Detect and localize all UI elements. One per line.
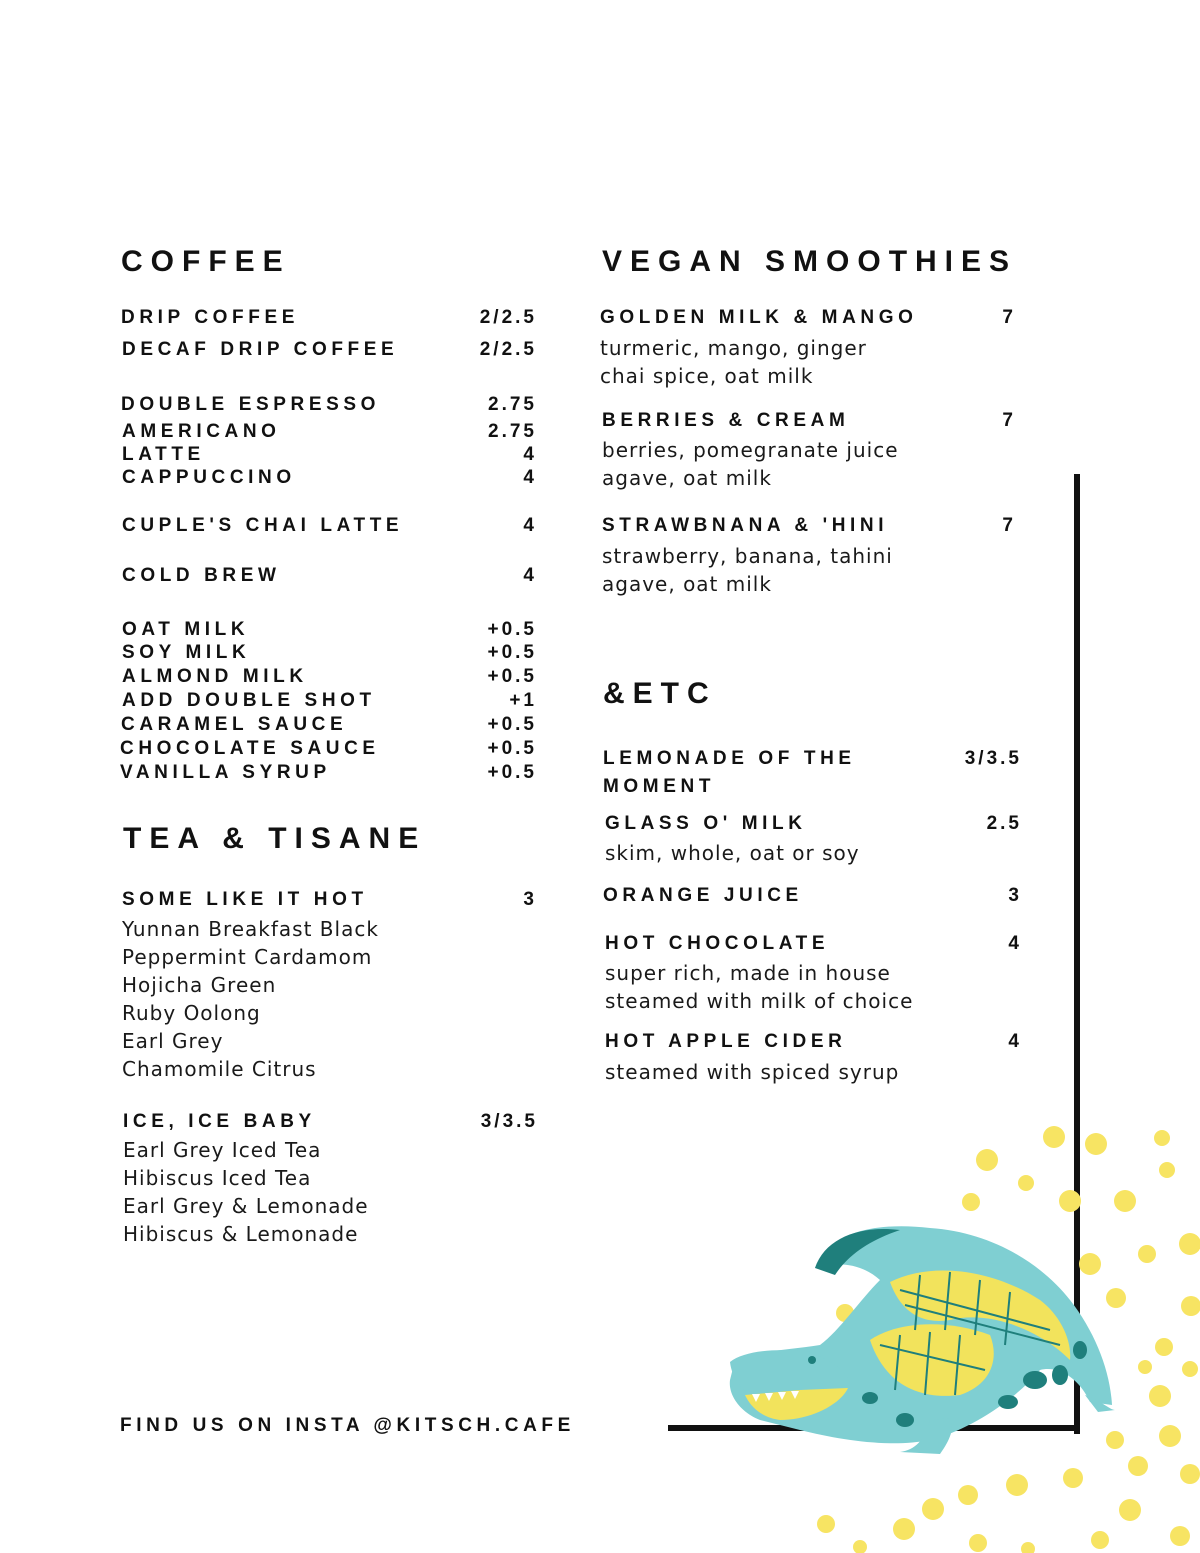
crocodile-illustration xyxy=(660,1110,1200,1553)
tea-line: Yunnan Breakfast Black xyxy=(122,917,379,941)
tea-line: Peppermint Cardamom xyxy=(122,945,373,969)
desc-line: strawberry, banana, tahini xyxy=(602,544,893,568)
menu-item-price: 3 xyxy=(1008,885,1022,906)
smoothie-desc xyxy=(602,436,899,492)
menu-item-name: ORANGE JUICE xyxy=(603,885,803,906)
menu-item-price: +0.5 xyxy=(487,619,537,640)
menu-item-name: SOME LIKE IT HOT xyxy=(122,889,368,910)
menu-item-name: HOT APPLE CIDER xyxy=(605,1031,847,1052)
menu-item-price: 4 xyxy=(523,444,537,465)
menu-item-price: 7 xyxy=(1002,410,1016,431)
menu-item-price: +1 xyxy=(509,690,537,711)
etc-desc: skim, whole, oat or soy xyxy=(605,841,860,865)
menu-item-price: 3/3.5 xyxy=(964,748,1022,769)
menu-item-price: +0.5 xyxy=(487,762,537,783)
etc-heading: &ETC xyxy=(603,677,717,710)
menu-item-name: ADD DOUBLE SHOT xyxy=(122,690,376,711)
menu-item-price: +0.5 xyxy=(487,738,537,759)
smoothie-desc xyxy=(602,542,893,598)
menu-item-price: 3 xyxy=(523,889,537,910)
menu-item-price: +0.5 xyxy=(487,666,537,687)
menu-item-price: 4 xyxy=(1008,1031,1022,1052)
menu-item-price: 2.75 xyxy=(488,421,537,442)
menu-item-price: 4 xyxy=(523,565,537,586)
desc-line: turmeric, mango, ginger xyxy=(600,336,867,360)
menu-item-price: +0.5 xyxy=(487,714,537,735)
menu-item-name: CUPLE'S CHAI LATTE xyxy=(122,515,404,536)
tea-line: Chamomile Citrus xyxy=(122,1057,317,1081)
smoothie-desc xyxy=(600,334,867,390)
desc-line: chai spice, oat milk xyxy=(600,364,814,388)
menu-item-price: 2.75 xyxy=(488,394,537,415)
menu-item-price: 4 xyxy=(523,515,537,536)
menu-item-name: STRAWBNANA & 'HINI xyxy=(602,515,889,536)
tea-iced-list xyxy=(123,1136,369,1248)
menu-item-name: LATTE xyxy=(122,444,205,465)
menu-item-price: 4 xyxy=(1008,933,1022,954)
menu-item-price: +0.5 xyxy=(487,642,537,663)
menu-item-price: 7 xyxy=(1002,307,1016,328)
menu-item-name: BERRIES & CREAM xyxy=(602,410,850,431)
menu-item-price: 2/2.5 xyxy=(479,307,537,328)
menu-item-name: CAPPUCCINO xyxy=(122,467,296,488)
menu-item-price: 4 xyxy=(523,467,537,488)
menu-item-price: 2/2.5 xyxy=(479,339,537,360)
menu-item-name: COLD BREW xyxy=(122,565,281,586)
tea-line: Hibiscus & Lemonade xyxy=(123,1222,359,1246)
menu-item-name: AMERICANO xyxy=(122,421,281,442)
tea-hot-list xyxy=(122,915,379,1083)
tea-line: Ruby Oolong xyxy=(122,1001,261,1025)
menu-item-name: HOT CHOCOLATE xyxy=(605,933,830,954)
desc-line: super rich, made in house xyxy=(605,961,891,985)
menu-item-name: GOLDEN MILK & MANGO xyxy=(600,307,918,328)
menu-item-price: 2.5 xyxy=(986,813,1022,834)
desc-line: agave, oat milk xyxy=(602,466,772,490)
tea-heading: TEA & TISANE xyxy=(123,822,427,855)
smoothies-heading: VEGAN SMOOTHIES xyxy=(602,245,1018,278)
etc-desc xyxy=(605,959,913,1015)
desc-line: berries, pomegranate juice xyxy=(602,438,899,462)
menu-item-name: ICE, ICE BABY xyxy=(123,1111,316,1132)
menu-item-name: DOUBLE ESPRESSO xyxy=(121,394,381,415)
menu-item-name: VANILLA SYRUP xyxy=(120,762,331,783)
tea-line: Earl Grey Iced Tea xyxy=(123,1138,322,1162)
menu-item-name: CARAMEL SAUCE xyxy=(121,714,348,735)
menu-item-name-cont: MOMENT xyxy=(603,776,716,797)
menu-item-name: DRIP COFFEE xyxy=(121,307,299,328)
menu-item-name: CHOCOLATE SAUCE xyxy=(120,738,380,759)
menu-item-name: OAT MILK xyxy=(122,619,250,640)
coffee-heading: COFFEE xyxy=(121,245,291,278)
tea-line: Earl Grey xyxy=(122,1029,224,1053)
menu-item-name: DECAF DRIP COFFEE xyxy=(122,339,399,360)
menu-item-price: 7 xyxy=(1002,515,1016,536)
menu-item-name: LEMONADE OF THE xyxy=(603,748,856,769)
desc-line: agave, oat milk xyxy=(602,572,772,596)
footer-instagram: FIND US ON INSTA @KITSCH.CAFE xyxy=(120,1415,575,1436)
desc-line: steamed with milk of choice xyxy=(605,989,914,1013)
menu-item-price: 3/3.5 xyxy=(480,1111,538,1132)
menu-item-name: SOY MILK xyxy=(122,642,251,663)
etc-desc: steamed with spiced syrup xyxy=(605,1060,900,1084)
tea-line: Hibiscus Iced Tea xyxy=(123,1166,312,1190)
menu-item-name: ALMOND MILK xyxy=(122,666,308,687)
tea-line: Earl Grey & Lemonade xyxy=(123,1194,369,1218)
tea-line: Hojicha Green xyxy=(122,973,277,997)
menu-item-name: GLASS O' MILK xyxy=(605,813,807,834)
